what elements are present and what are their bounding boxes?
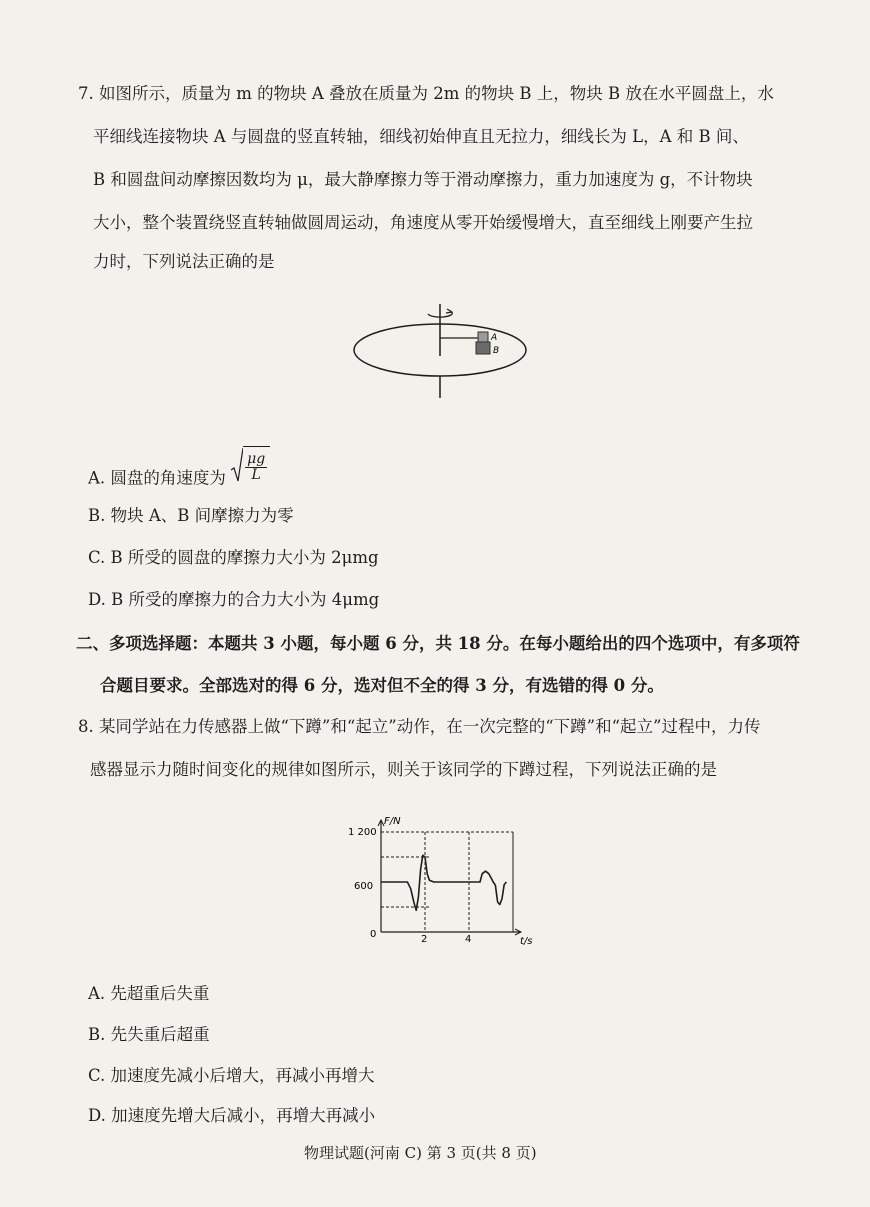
fraction-denominator: L	[251, 467, 261, 483]
x-tick-4: 4	[465, 934, 472, 945]
disc-figure	[340, 298, 560, 402]
y-tick-1200: 1 200	[348, 827, 377, 838]
q7-line-1: 7. 如图所示，质量为 m 的物块 A 叠放在质量为 2m 的物块 B 上，物块 B 放在水平圆盘上，水	[78, 84, 774, 103]
q8-option-b: B. 先失重后超重	[88, 1025, 210, 1044]
fraction-numerator: μg	[247, 451, 266, 467]
q7-line-3: B 和圆盘间动摩擦因数均为 μ，最大静摩擦力等于滑动摩擦力，重力加速度为 g，不计物块	[93, 170, 753, 189]
y-axis-label: F/N	[384, 816, 401, 827]
q7-line-4: 大小，整个装置绕竖直转轴做圆周运动，角速度从零开始缓慢增大，直至细线上刚要产生拉	[93, 213, 753, 232]
sqrt-expression	[231, 446, 270, 485]
q8-line-2: 感器显示力随时间变化的规律如图所示，则关于该同学的下蹲过程，下列说法正确的是	[90, 760, 717, 779]
q7-option-a	[88, 446, 270, 497]
sqrt-sign-icon	[231, 448, 243, 484]
y-tick-600: 600	[354, 881, 374, 892]
page-footer: 物理试题(河南 C) 第 3 页(共 8 页)	[304, 1144, 537, 1162]
q8-option-d: D. 加速度先增大后减小，再增大再减小	[88, 1106, 376, 1125]
q7-line-2: 平细线连接物块 A 与圆盘的竖直转轴，细线初始伸直且无拉力，细线长为 L，A 和 B 间、	[93, 127, 749, 146]
label-b: B	[493, 346, 500, 356]
x-axis-label: t/s	[520, 936, 533, 947]
force-time-chart	[328, 808, 540, 948]
section2-line-2: 合题目要求。全部选对的得 6 分，选对但不全的得 3 分，有选错的得 0 分。	[100, 676, 664, 695]
block-a	[478, 332, 488, 342]
force-curve-0	[381, 855, 506, 910]
q7-line-5: 力时，下列说法正确的是	[93, 252, 275, 271]
x-tick-2: 2	[421, 934, 428, 945]
label-a: A	[491, 333, 498, 343]
q7-option-d: D. B 所受的摩擦力的合力大小为 4μmg	[88, 590, 380, 609]
q8-option-a: A. 先超重后失重	[88, 984, 210, 1003]
q8-line-1: 8. 某同学站在力传感器上做“下蹲”和“起立”动作，在一次完整的“下蹲”和“起立”过程中，力传	[78, 717, 761, 736]
fraction	[245, 452, 267, 483]
q8-option-c: C. 加速度先减小后增大，再减小再增大	[88, 1066, 375, 1085]
q7-option-a-prefix: A. 圆盘的角速度为	[88, 468, 226, 488]
q7-option-b: B. 物块 A、B 间摩擦力为零	[88, 506, 294, 525]
section2-line-1: 二、多项选择题：本题共 3 小题，每小题 6 分，共 18 分。在每小题给出的四个选项中，有多项符	[76, 634, 800, 653]
block-b	[476, 342, 490, 354]
q7-option-c: C. B 所受的圆盘的摩擦力大小为 2μmg	[88, 548, 379, 567]
y-tick-0: 0	[370, 929, 377, 940]
